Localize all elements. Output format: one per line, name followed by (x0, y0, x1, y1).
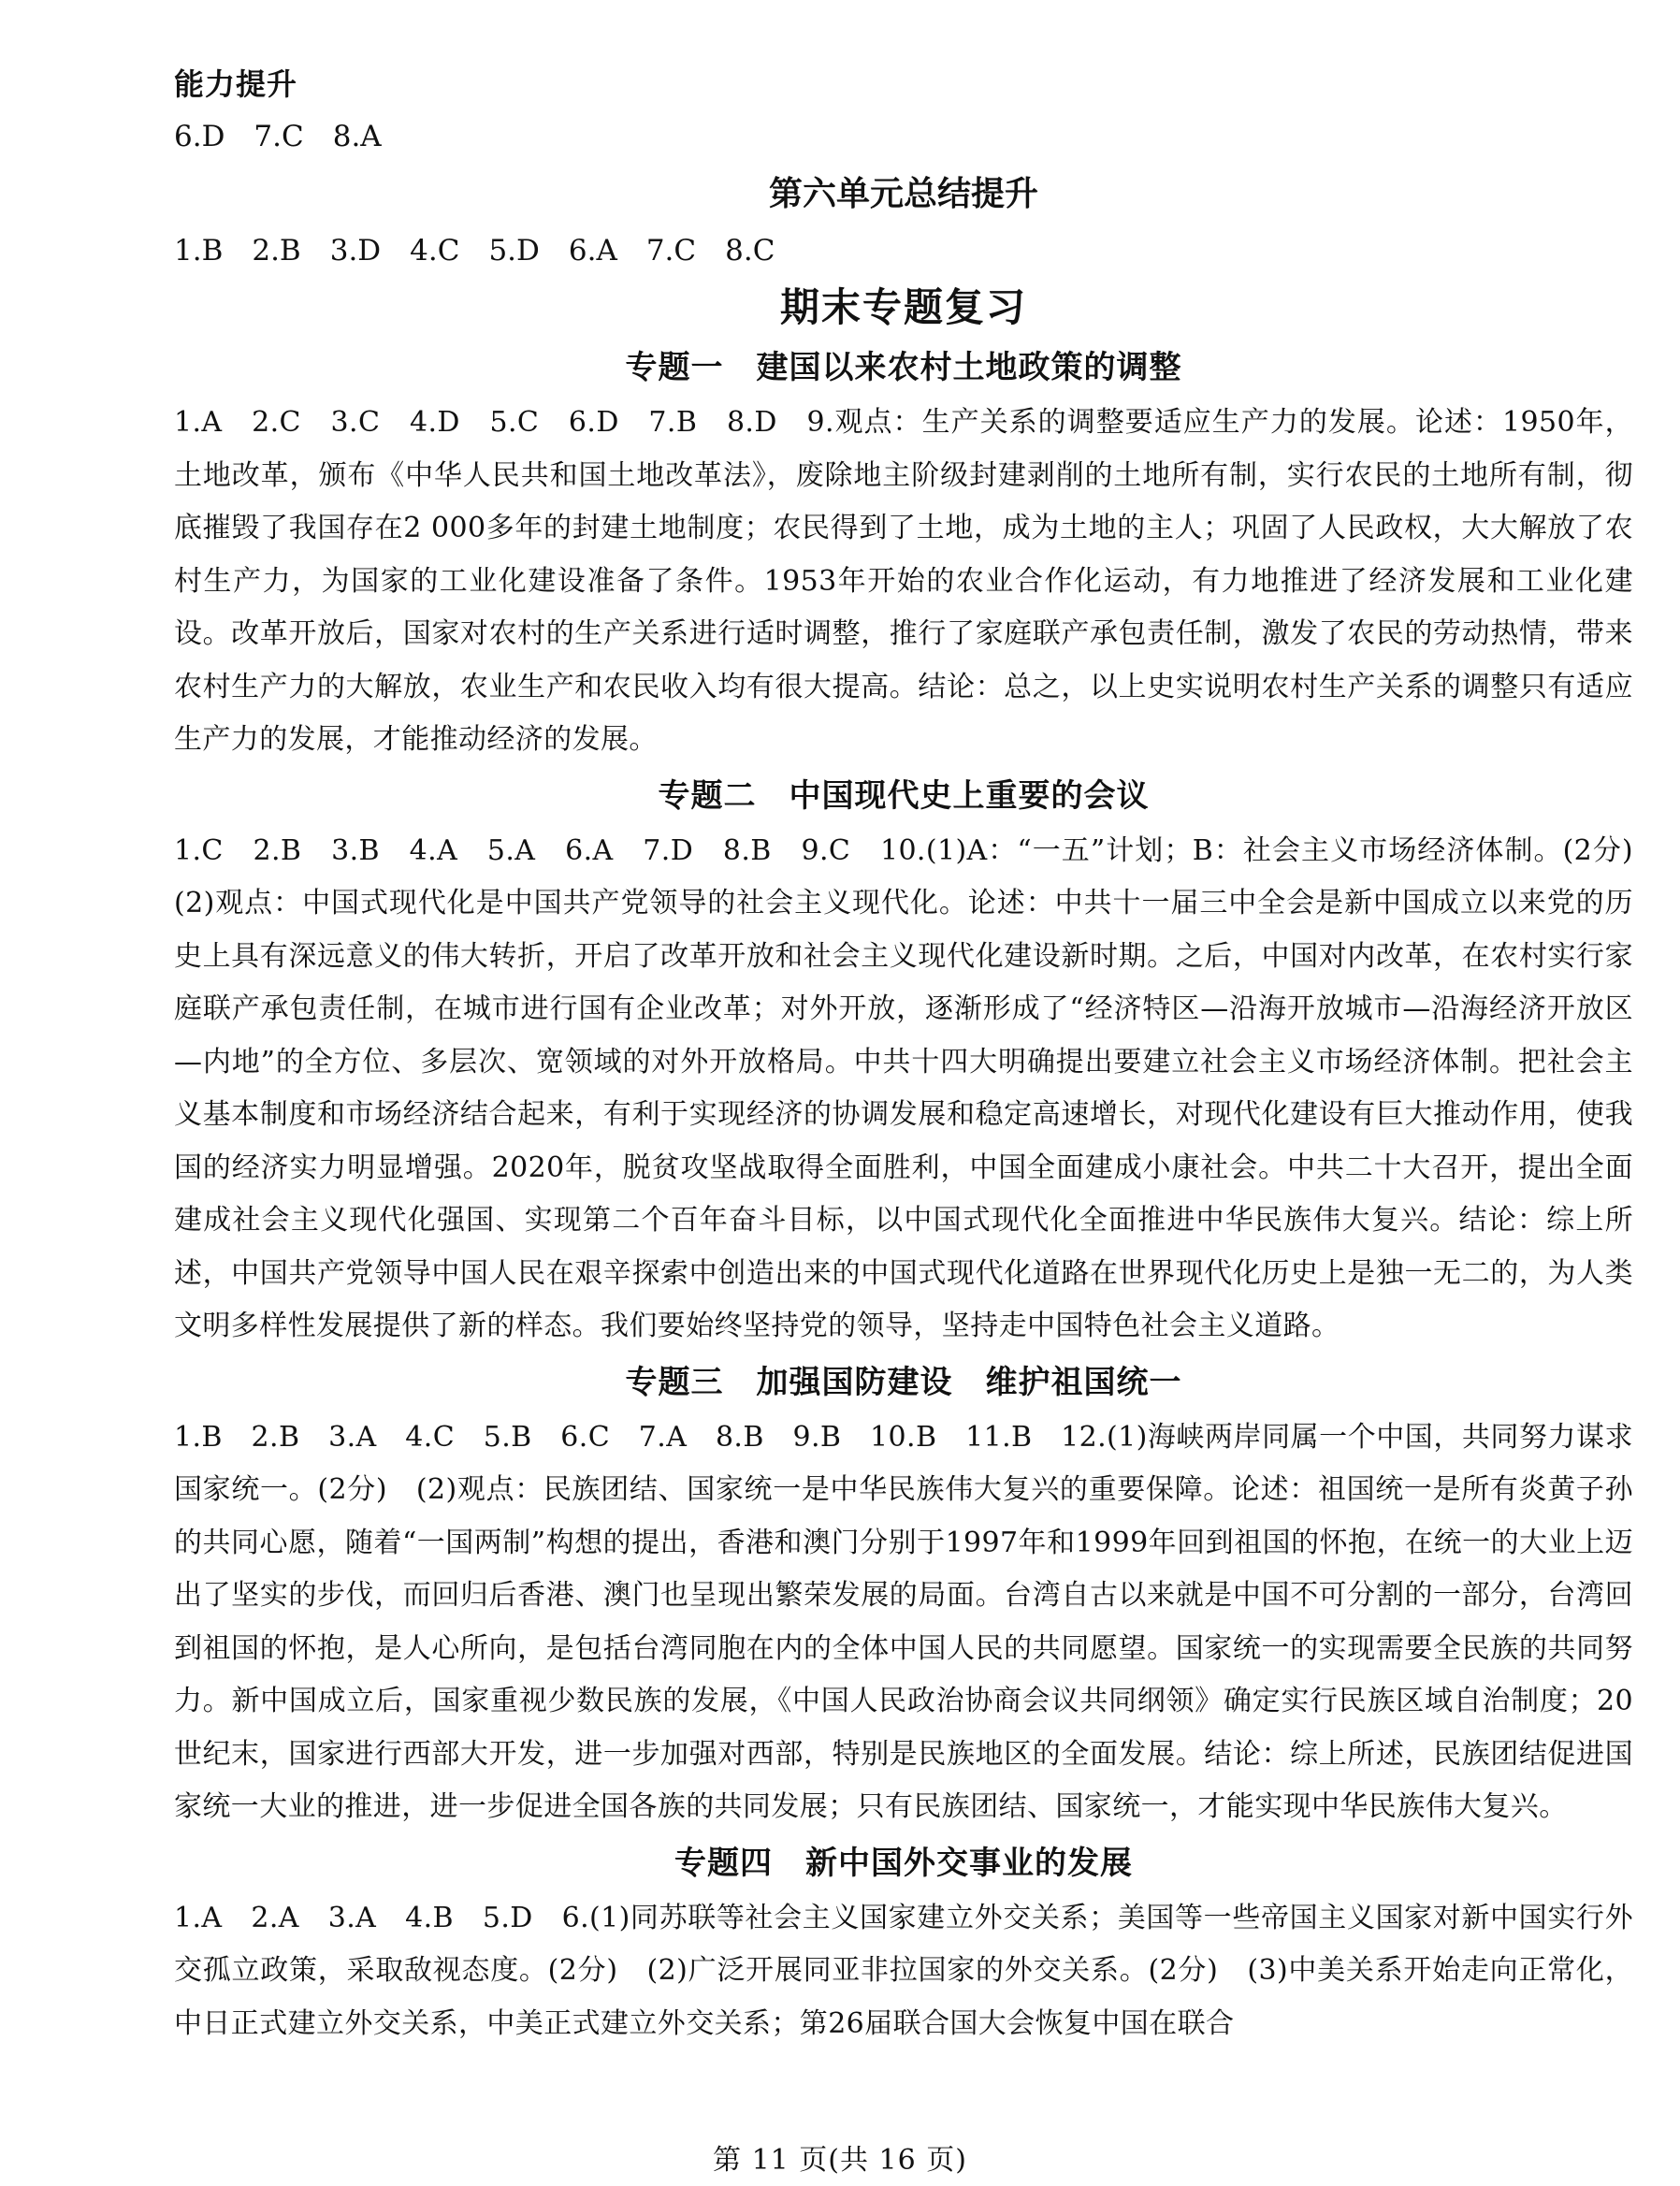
topic4-body: 1.A 2.A 3.A 4.B 5.D 6.(1)同苏联等社会主义国家建立外交关系；美国等一些帝国主义国家对新中国实行外交孤立政策，采取敌视态度。(2分) (2)广泛开展同亚非拉国家的外交关系。(2分) (3)中美关系开始走向正常化，中日正式建立外交关系，中美正式建立外交关系；第26届联合国大会恢复中国在联合 (174, 1901, 1633, 2040)
final-review-title: 期末专题复习 (779, 284, 1027, 330)
topic1-title: 专题一 建国以来农村土地政策的调整 (625, 349, 1182, 386)
unit6-answers: 1.B 2.B 3.D 4.C 5.D 6.A 7.C 8.C (174, 234, 775, 268)
topic2-body: 1.C 2.B 3.B 4.A 5.A 6.A 7.D 8.B 9.C 10.(1)A：“一五”计划；B：社会主义市场经济体制。(2分) (2)观点：中国式现代化是中国共产党领导的社会主义现代化。论述：中共十一届三中全会是新中国成立以来党的历史上具有深远意义的伟大转折，开启了改革开放和社会主义现代化建设新时期。之后，中国对内改革，在农村实行家庭联产承包责任制，在城市进行国有企业改革；对外开放，逐渐形成了“经济特区—沿海开放城市—沿海经济开放区—内地”的全方位、多层次、宽领域的对外开放格局。中共十四大明确提出要建立社会主义市场经济体制。把社会主义基本制度和市场经济结合起来，有利于实现经济的协调发展和稳定高速增长，对现代化建设有巨大推动作用，使我国的经济实力明显增强。2020年，脱贫攻坚战取得全面胜利，中国全面建成小康社会。中共二十大召开，提出全面建成社会主义现代化强国、实现第二个百年奋斗目标，以中国式现代化全面推进中华民族伟大复兴。结论：综上所述，中国共产党领导中国人民在艰辛探索中创造出来的中国式现代化道路在世界现代化历史上是独一无二的，为人类文明多样性发展提供了新的样态。我们要始终坚持党的领导，坚持走中国特色社会主义道路。 (174, 833, 1662, 1342)
topic1-body: 1.A 2.C 3.C 4.D 5.C 6.D 7.B 8.D 9.观点：生产关系的调整要适应生产力的发展。论述：1950年，土地改革，颁布《中华人民共和国土地改革法》，废除地主阶级封建剥削的土地所有制，实行农民的土地所有制，彻底摧毁了我国存在2 000多年的封建土地制度；农民得到了土地，成为土地的主人；巩固了人民政权，大大解放了农村生产力，为国家的工业化建设准备了条件。1953年开始的农业合作化运动，有力地推进了经济发展和工业化建设。改革开放后，国家对农村的生产关系进行适时调整，推行了家庭联产承包责任制，激发了农民的劳动热情，带来农村生产力的大解放，农业生产和农民收入均有很大提高。结论：总之，以上史实说明农村生产关系的调整只有适应生产力的发展，才能推动经济的发展。 (174, 406, 1633, 756)
page-content (174, 58, 1662, 2050)
topic2-title: 专题二 中国现代史上重要的会议 (658, 776, 1150, 815)
topic3-title: 专题三 加强国防建设 维护祖国统一 (625, 1363, 1182, 1401)
topic4-title: 专题四 新中国外交事业的发展 (674, 1844, 1133, 1882)
page-number: 第 11 页(共 16 页) (713, 2144, 967, 2177)
unit6-title: 第六单元总结提升 (768, 175, 1038, 213)
topic3-body: 1.B 2.B 3.A 4.C 5.B 6.C 7.A 8.B 9.B 10.B 11.B 12.(1)海峡两岸同属一个中国，共同努力谋求国家统一。(2分) (2)观点：民族团结、国家统一是中华民族伟大复兴的重要保障。论述：祖国统一是所有炎黄子孙的共同心愿，随着“一国两制”构想的提出，香港和澳门分别于1997年和1999年回到祖国的怀抱，在统一的大业上迈出了坚实的步伐，而回归后香港、澳门也呈现出繁荣发展的局面。台湾自古以来就是中国不可分割的一部分，台湾回到祖国的怀抱，是人心所向，是包括台湾同胞在内的全体中国人民的共同愿望。国家统一的实现需要全民族的共同努力。新中国成立后，国家重视少数民族的发展，《中国人民政治协商会议共同纲领》确定实行民族区域自治制度；20世纪末，国家进行西部大开发，进一步加强对西部，特别是民族地区的全面发展。结论：综上所述，民族团结促进国家统一大业的推进，进一步促进全国各族的共同发展；只有民族团结、国家统一，才能实现中华民族伟大复兴。 (174, 1420, 1633, 1823)
ability-answers: 6.D 7.C 8.A (174, 120, 382, 153)
section-heading-ability: 能力提升 (174, 66, 298, 102)
